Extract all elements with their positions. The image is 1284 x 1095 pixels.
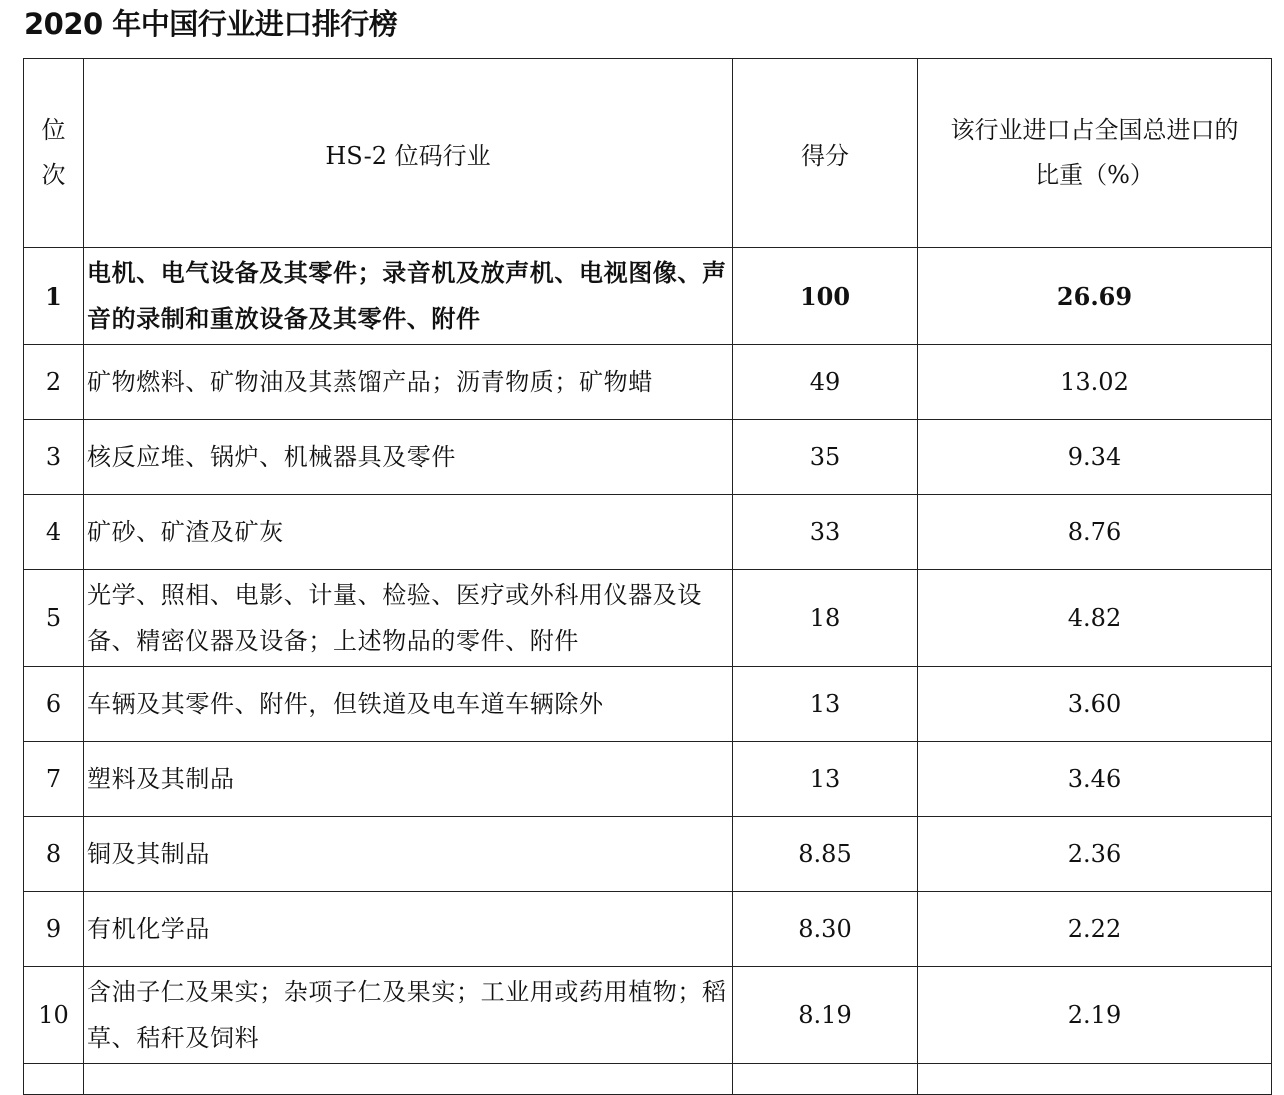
table-row: [24, 570, 1272, 667]
industry-cell: 矿砂、矿渣及矿灰: [84, 495, 733, 570]
rank-cell: 9: [24, 892, 84, 967]
score-cell: 100: [733, 248, 918, 345]
rank-cell: 5: [24, 570, 84, 667]
rank-cell: 6: [24, 667, 84, 742]
table-header-row: [24, 59, 1272, 248]
table-row: [24, 892, 1272, 967]
rank-cell: 4: [24, 495, 84, 570]
score-cell: 13: [733, 742, 918, 817]
score-cell: 35: [733, 420, 918, 495]
table-row: [24, 495, 1272, 570]
rank-cell: 7: [24, 742, 84, 817]
table-row: [24, 345, 1272, 420]
table-row: [24, 248, 1272, 345]
header-rank-line2: 次: [41, 161, 66, 189]
table-row: [24, 742, 1272, 817]
share-cell: 8.76: [918, 495, 1272, 570]
industry-cell: 核反应堆、锅炉、机械器具及零件: [84, 420, 733, 495]
score-cell: [733, 1064, 918, 1095]
table-row: [24, 420, 1272, 495]
industry-cell: 电机、电气设备及其零件；录音机及放声机、电视图像、声音的录制和重放设备及其零件、附件: [84, 248, 733, 345]
rank-cell: 10: [24, 967, 84, 1064]
header-industry: HS-2 位码行业: [84, 59, 733, 248]
share-cell: 3.46: [918, 742, 1272, 817]
import-ranking-table: [23, 58, 1272, 1095]
share-cell: 2.22: [918, 892, 1272, 967]
share-cell: 9.34: [918, 420, 1272, 495]
share-cell: 2.36: [918, 817, 1272, 892]
score-cell: 33: [733, 495, 918, 570]
header-rank-line1: 位: [41, 116, 66, 144]
rank-cell: 1: [24, 248, 84, 345]
industry-cell: 铜及其制品: [84, 817, 733, 892]
rank-cell: [24, 1064, 84, 1095]
header-share: [918, 59, 1272, 248]
industry-cell: 矿物燃料、矿物油及其蒸馏产品；沥青物质；矿物蜡: [84, 345, 733, 420]
rank-cell: 8: [24, 817, 84, 892]
industry-cell: 含油子仁及果实；杂项子仁及果实；工业用或药用植物；稻草、秸秆及饲料: [84, 967, 733, 1064]
industry-cell: 有机化学品: [84, 892, 733, 967]
share-cell: 26.69: [918, 248, 1272, 345]
rank-cell: 2: [24, 345, 84, 420]
score-cell: 18: [733, 570, 918, 667]
score-cell: 8.19: [733, 967, 918, 1064]
share-cell: 3.60: [918, 667, 1272, 742]
table-row: [24, 817, 1272, 892]
header-score: 得分: [733, 59, 918, 248]
table-row-partial: [24, 1064, 1272, 1095]
industry-cell: 光学、照相、电影、计量、检验、医疗或外科用仪器及设备、精密仪器及设备；上述物品的零件、附件: [84, 570, 733, 667]
header-share-line2: 比重（%）: [1035, 161, 1154, 189]
industry-cell: 车辆及其零件、附件，但铁道及电车道车辆除外: [84, 667, 733, 742]
header-share-line1: 该行业进口占全国总进口的: [950, 116, 1239, 144]
table-row: [24, 667, 1272, 742]
rank-cell: 3: [24, 420, 84, 495]
share-cell: 4.82: [918, 570, 1272, 667]
page-title: 2020 年中国行业进口排行榜: [24, 7, 398, 41]
share-cell: [918, 1064, 1272, 1095]
table-row: [24, 967, 1272, 1064]
header-rank: [24, 59, 84, 248]
share-cell: 13.02: [918, 345, 1272, 420]
score-cell: 8.30: [733, 892, 918, 967]
share-cell: 2.19: [918, 967, 1272, 1064]
score-cell: 49: [733, 345, 918, 420]
industry-cell: [84, 1064, 733, 1095]
score-cell: 8.85: [733, 817, 918, 892]
score-cell: 13: [733, 667, 918, 742]
industry-cell: 塑料及其制品: [84, 742, 733, 817]
